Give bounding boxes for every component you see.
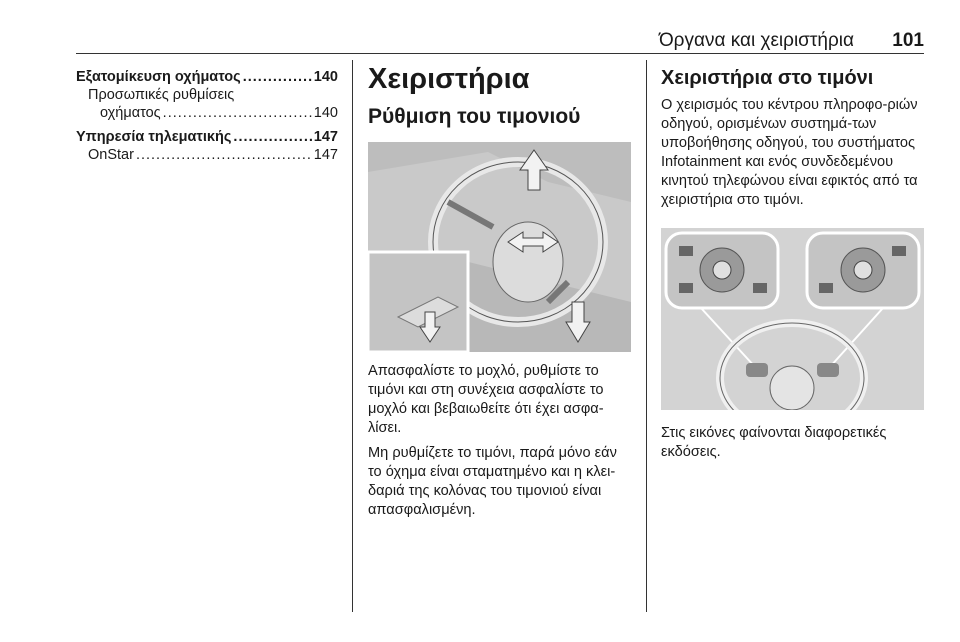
section-heading: Χειριστήρια στο τιμόνι bbox=[661, 67, 874, 89]
column-divider-2 bbox=[646, 60, 647, 612]
steering-column-section bbox=[368, 62, 633, 520]
section-title: Όργανα και χειριστήρια bbox=[658, 30, 854, 51]
steering-wheel-controls-section bbox=[661, 66, 926, 462]
steering-adjust-illustration bbox=[368, 142, 631, 352]
intro-paragraph: Ο χειρισμός του κέντρου πληροφο-ριών οδηγού, ορισμένων συστημά-των υποβοήθησης οδηγού, του συστήματος Infotainment και ενός συνδεδεμένου κινητού τηλεφώνου είναι εφικτός από τα χειριστήρια στο τιμόνι. bbox=[661, 97, 918, 208]
toc-entry[interactable]: OnStar ..... 147 bbox=[76, 146, 338, 164]
toc-entry[interactable]: Εξατομίκευση οχήματος ..... 140 bbox=[76, 68, 338, 86]
toc-entry[interactable]: Υπηρεσία τηλεματικής ..... 147 bbox=[76, 128, 338, 146]
steering-wheel-controls-illustration bbox=[661, 228, 924, 410]
table-of-contents bbox=[76, 68, 338, 164]
caption-paragraph: Στις εικόνες φαίνονται διαφορετικές εκδόσεις. bbox=[661, 425, 887, 460]
warning-paragraph: Μη ρυθμίζετε το τιμόνι, παρά μόνο εάν το όχημα είναι σταματημένο και η κλει-δαριά της κολόνας του τιμονιού είναι απασφαλισμένη. bbox=[368, 445, 617, 518]
page-number: 101 bbox=[892, 30, 924, 51]
toc-entry[interactable]: Προσωπικές ρυθμίσεις οχήματος ..... 140 bbox=[76, 86, 338, 122]
header-rule bbox=[76, 53, 924, 54]
page-header bbox=[76, 30, 924, 52]
column-divider-1 bbox=[352, 60, 353, 612]
subsection-heading: Ρύθμιση του τιμονιού bbox=[368, 105, 581, 128]
instruction-paragraph: Απασφαλίστε το μοχλό, ρυθμίστε το τιμόνι και στη συνέχεια ασφαλίστε το μοχλό και βεβαιωθείτε ότι έχει ασφα-λίσει. bbox=[368, 363, 604, 436]
section-heading: Χειριστήρια bbox=[368, 63, 530, 95]
